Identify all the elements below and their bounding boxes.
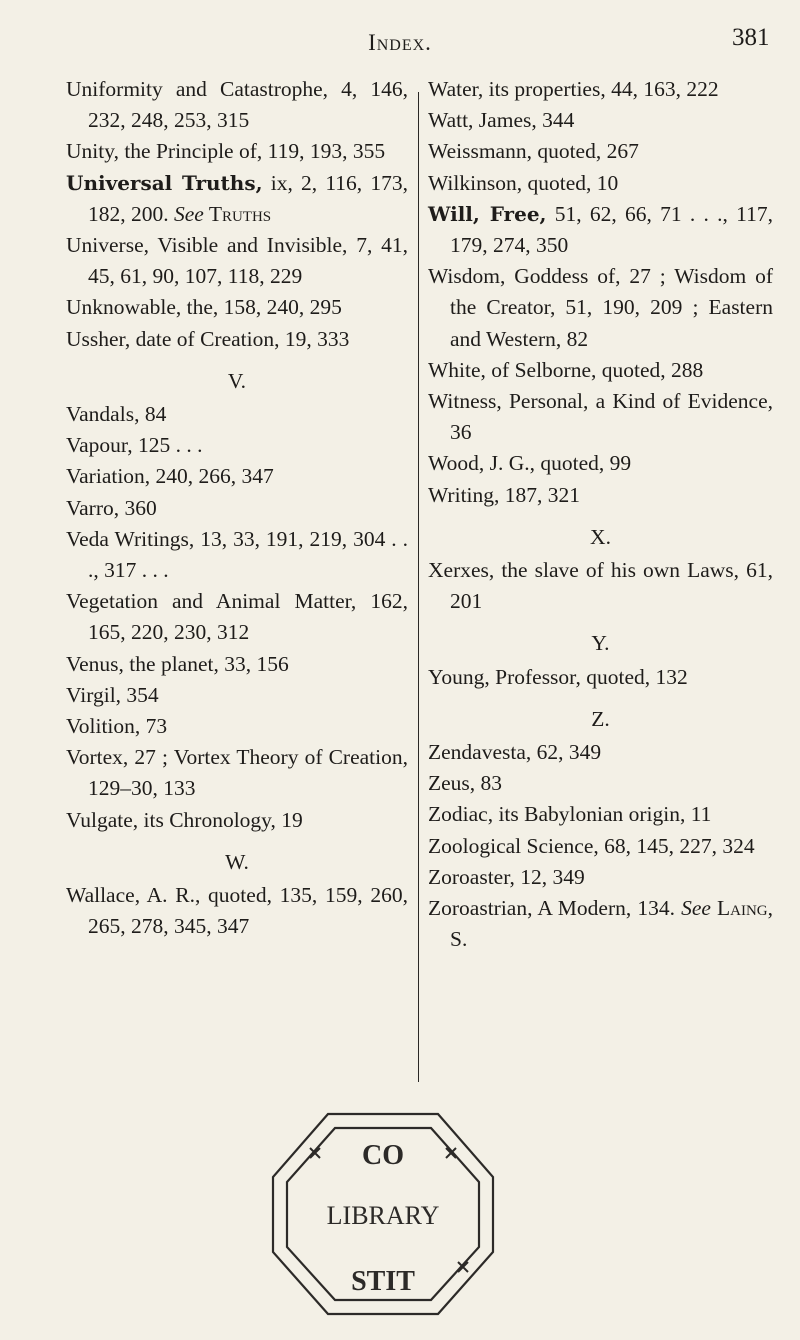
see-reference: See <box>681 896 711 921</box>
stamp-middle-text: LIBRARY <box>326 1201 440 1230</box>
index-entry: Unknowable, the, 158, 240, 295 <box>66 295 342 320</box>
stamp-top-text: CO <box>362 1140 404 1171</box>
index-entry: Watt, James, 344 <box>428 108 575 133</box>
see-reference: See <box>174 201 204 226</box>
index-entry: Unity, the Principle of, 119, 193, 355 <box>66 139 386 164</box>
index-entry-universal-truths <box>66 168 408 230</box>
index-entry: Zendavesta, 62, 349 <box>428 740 602 765</box>
index-entry: Witness, Personal, a Kind of Evidence, 36 <box>428 389 773 445</box>
cross-reference-target: Truths <box>203 201 272 226</box>
index-entry: Venus, the planet, 33, 156 <box>66 651 289 676</box>
index-entry: Writing, 187, 321 <box>428 482 581 507</box>
entry-text: Zoroastrian, A Modern, 134. <box>428 896 682 921</box>
index-entry: Wilkinson, quoted, 10 <box>428 170 619 195</box>
letter-heading-x: X. <box>590 524 611 549</box>
index-entry: Virgil, 354 <box>66 682 159 707</box>
index-entry: Vulgate, its Chronology, 19 <box>66 807 303 832</box>
index-entry: Wisdom, Goddess of, 27 ; Wisdom of the Creator, 51, 190, 209 ; Eastern and Western, 82 <box>428 264 773 351</box>
entry-refs: ix, 2, 116, 173, 182, 200. <box>88 170 408 226</box>
right-column <box>428 74 773 955</box>
index-entry: Vegetation and Animal Matter, 162, 165, 220, 230, 312 <box>66 589 408 645</box>
index-entry-zoroastrian <box>428 893 773 955</box>
index-entry: Young, Professor, quoted, 132 <box>428 664 688 689</box>
index-entry: Vortex, 27 ; Vortex Theory of Creation, 129–30, 133 <box>66 745 408 801</box>
index-entry: Variation, 240, 266, 347 <box>66 464 274 489</box>
index-entry: Volition, 73 <box>66 714 168 739</box>
index-entry: Vandals, 84 <box>66 402 167 427</box>
letter-heading-z: Z. <box>591 706 610 731</box>
letter-heading-v: V. <box>227 368 247 393</box>
page-title: Index. <box>368 30 432 55</box>
index-entry: Zodiac, its Babylonian origin, 11 <box>428 802 712 827</box>
index-entry: Wood, J. G., quoted, 99 <box>428 451 632 476</box>
index-entry-will-free <box>428 199 773 261</box>
stamp-bottom-text: STIT <box>351 1266 415 1297</box>
index-entry: Universe, Visible and Invisible, 7, 41, 45, 61, 90, 107, 118, 229 <box>66 233 408 289</box>
library-stamp-icon <box>258 1102 508 1327</box>
index-entry: Weissmann, quoted, 267 <box>428 139 639 164</box>
column-divider <box>418 92 419 1082</box>
cross-reference-target: Laing, S. <box>450 896 773 952</box>
index-entry: Varro, 360 <box>66 495 157 520</box>
left-column <box>66 74 408 942</box>
entry-term: Universal Truths, <box>66 170 263 195</box>
index-entry: Vapour, 125 . . . <box>66 433 203 458</box>
index-entry: White, of Selborne, quoted, 288 <box>428 357 704 382</box>
index-entry: Zeus, 83 <box>428 771 503 796</box>
index-entry: Ussher, date of Creation, 19, 333 <box>66 326 350 351</box>
letter-heading-y: Y. <box>591 631 610 656</box>
index-entry: Zoological Science, 68, 145, 227, 324 <box>428 833 755 858</box>
index-entry: Water, its properties, 44, 163, 222 <box>428 77 719 101</box>
index-entry: Zoroaster, 12, 349 <box>428 864 585 889</box>
index-entry: Uniformity and Catastrophe, 4, 146, 232, 248, 253, 315 <box>66 77 408 133</box>
index-entry: Wallace, A. R., quoted, 135, 159, 260, 265, 278, 345, 347 <box>66 883 408 939</box>
page-number: 381 <box>732 24 770 51</box>
index-entry: Xerxes, the slave of his own Laws, 61, 201 <box>428 558 773 614</box>
entry-term: Will, Free, <box>428 201 547 226</box>
index-entry: Veda Writings, 13, 33, 191, 219, 304 . . ., 317 . . . <box>66 526 408 583</box>
letter-heading-w: W. <box>225 849 249 874</box>
entry-refs: 51, 62, 66, 71 . . ., 117, 179, 274, 350 <box>450 201 774 258</box>
